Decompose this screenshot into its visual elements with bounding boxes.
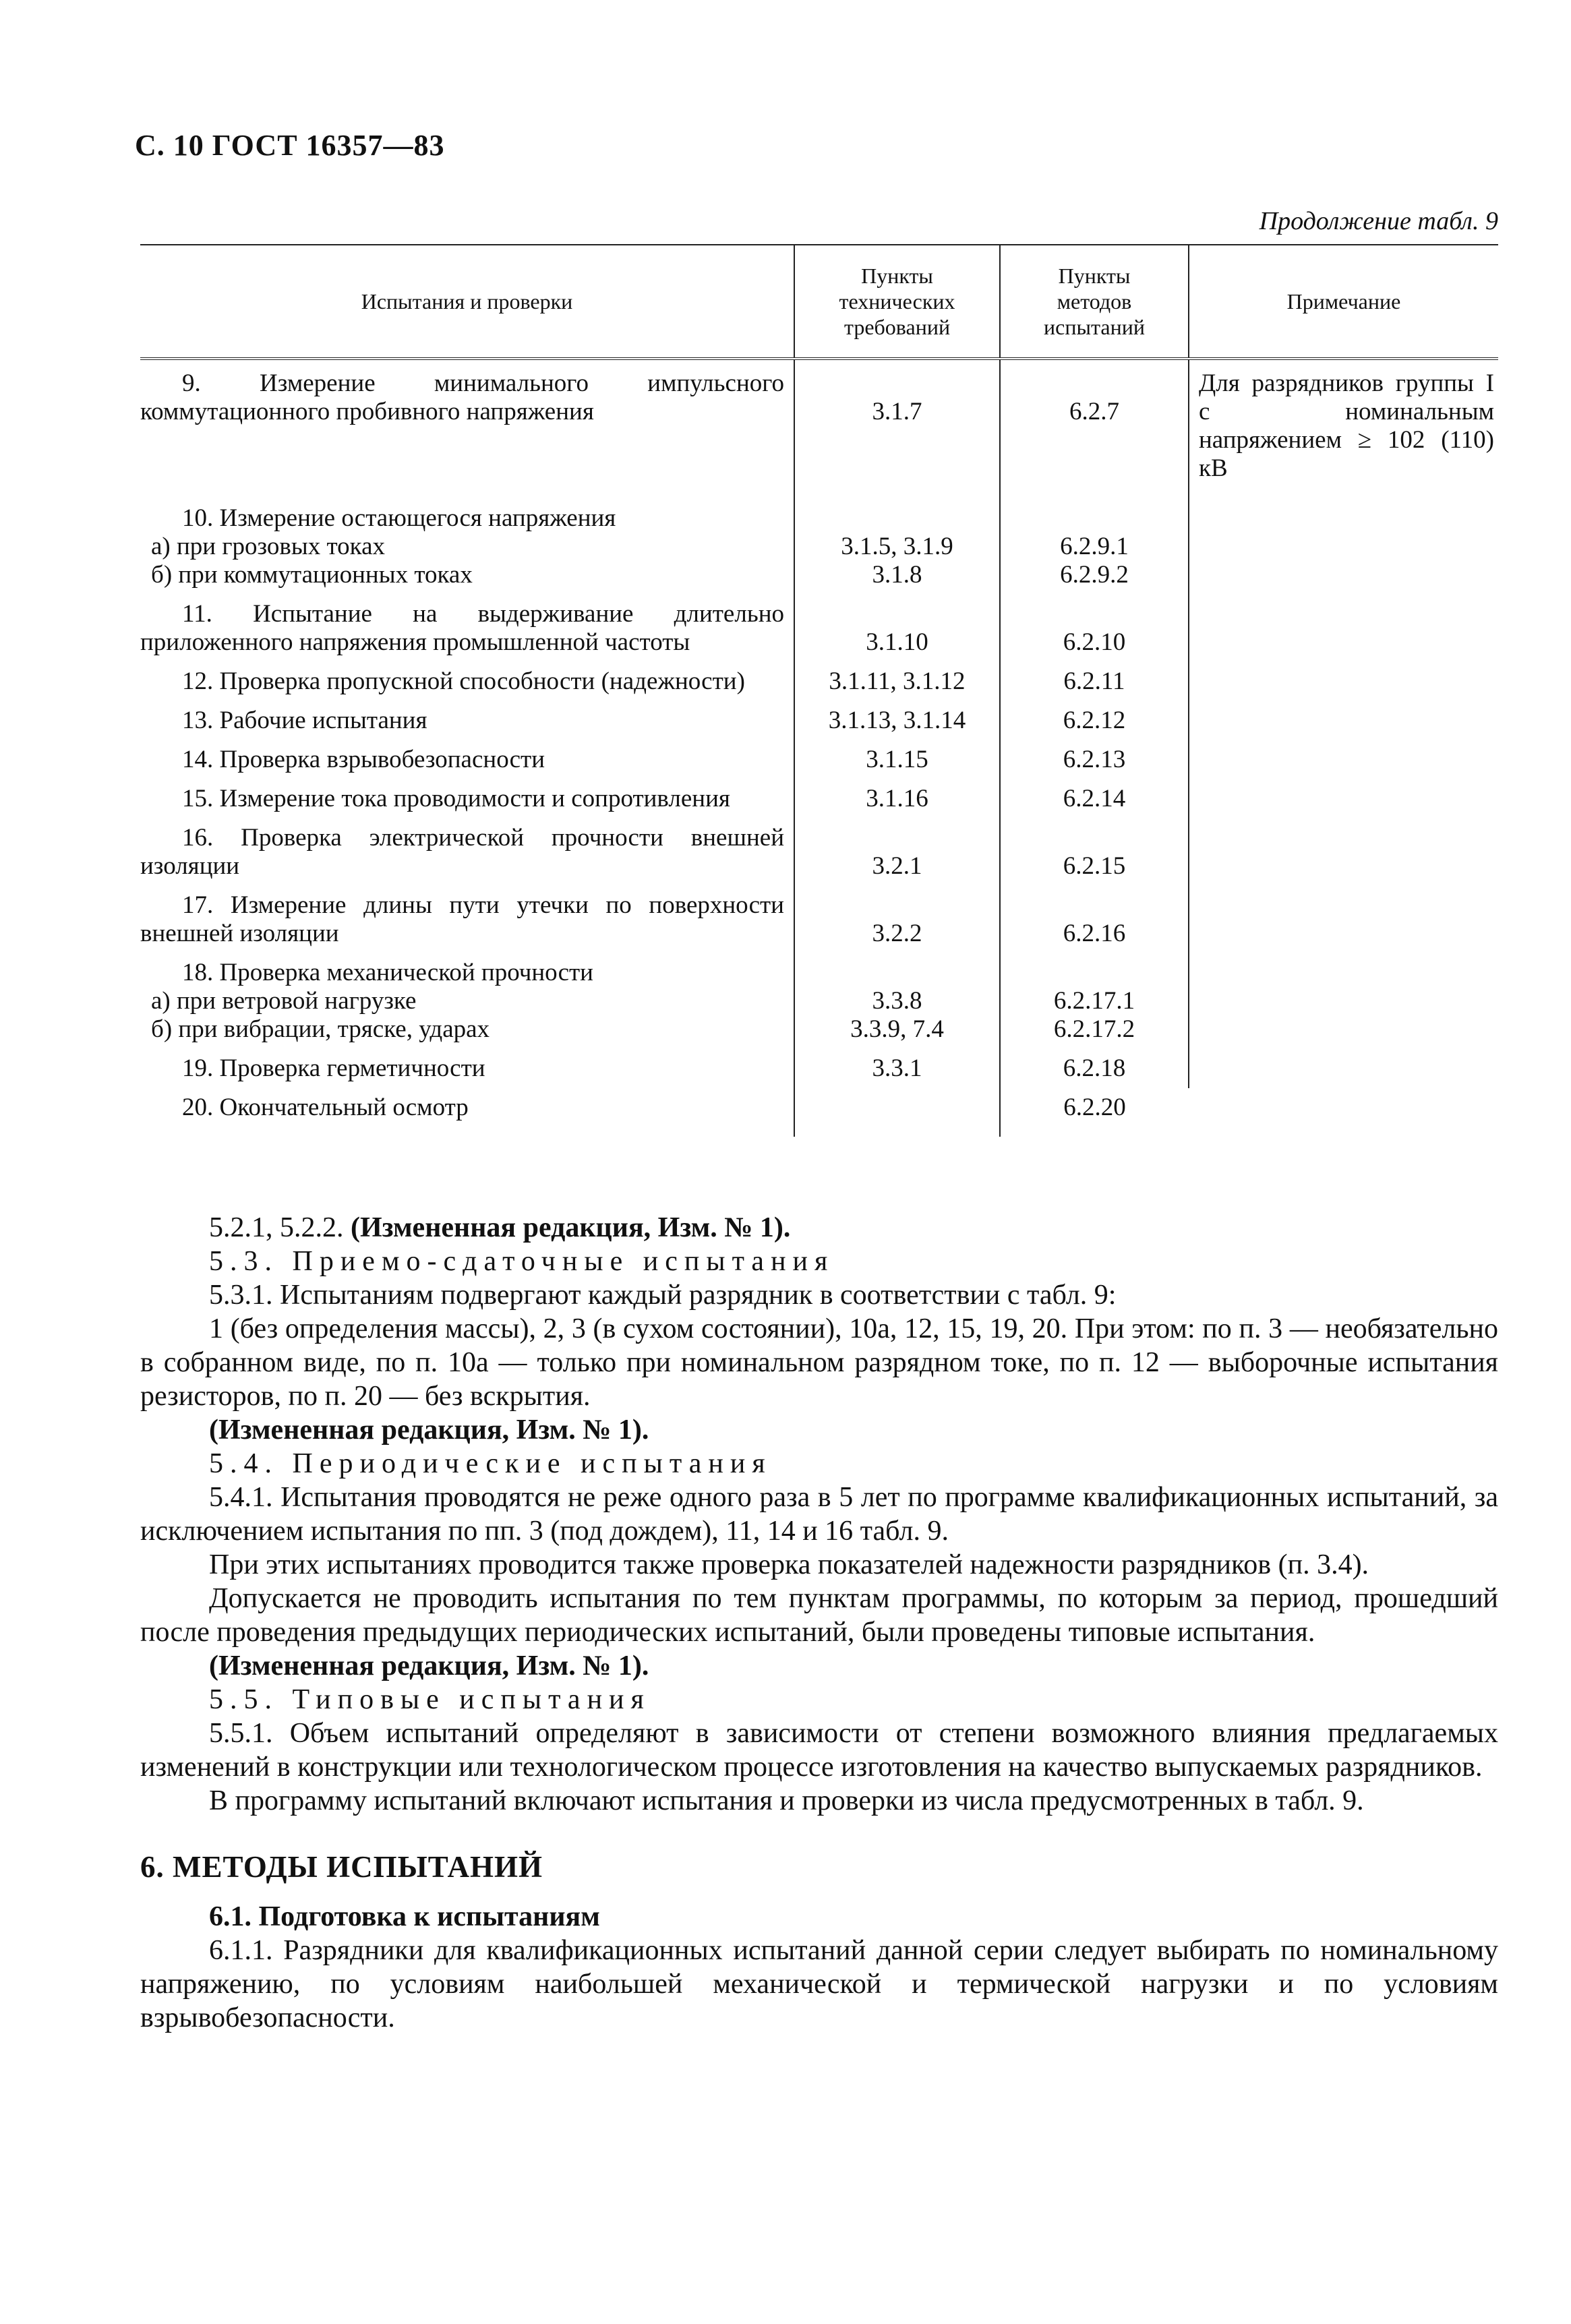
row-sub-b-method: 6.2.9.2	[1060, 561, 1129, 589]
row-sub-b-tech: 3.1.8	[872, 561, 922, 589]
row-tech: 3.2.1	[794, 818, 1000, 886]
paragraph-5-5-1: 5.5.1. Объем испытаний определяют в зависимости от степени возможного влияния предлагаемых изменений в конструкции или технологическом процессе изготовления на качество выпускаемых разрядников.	[140, 1718, 1498, 1783]
row-sub-a-method: 6.2.9.1	[1060, 533, 1129, 560]
row-sub-a-tech: 3.3.8	[872, 987, 922, 1015]
tests-table	[140, 244, 1498, 1137]
row-tech: 3.1.15	[794, 740, 1000, 779]
row-name: 10. Измерение остающегося напряжения	[182, 504, 616, 532]
row-name: 13. Рабочие испытания	[182, 707, 427, 734]
row-tech: 3.1.10	[794, 595, 1000, 662]
row-tech: 3.1.7	[794, 359, 1000, 431]
subsection-5-4-title: 5.4. Периодические испытания	[209, 1448, 772, 1479]
row-sub-b: б) при коммутационных токах	[151, 561, 473, 589]
table-row	[140, 359, 1498, 431]
row-sub-a: а) при грозовых токах	[151, 533, 386, 560]
paragraph-allowance: Допускается не проводить испытания по тем пунктам программы, по которым за период, прошедший после проведения предыдущих периодических испытаний, были проведены типовые испытания.	[140, 1583, 1498, 1648]
row-name: 18. Проверка механической прочности	[182, 959, 593, 986]
subsection-5-3-title: 5.3. Приемо-сдаточные испытания	[209, 1246, 835, 1277]
row-name: 9. Измерение минимального импульсного коммутационного пробивного напряжения	[140, 369, 784, 425]
row-method: 6.2.18	[1000, 1049, 1189, 1088]
paragraph-6-1-1: 6.1.1. Разрядники для квалификационных испытаний данной серии следует выбирать по номинальному напряжению, по условиям наибольшей механической и термической нагрузки и по условиям взрывобезопасности.	[140, 1935, 1498, 2033]
row-method: 6.2.11	[1000, 662, 1189, 701]
row-tech	[794, 1088, 1000, 1137]
paragraph-5-3-1-list: 1 (без определения массы), 2, 3 (в сухом состоянии), 10а, 12, 15, 19, 20. При этом: по п. 3 — необязательно в собранном виде, по п. 10а — только при номинальном разрядном токе, по п. 12 — выборочные испытания резисторов, по п. 20 — без вскрытия.	[140, 1313, 1498, 1412]
row-name: 16. Проверка электрической прочности внешней изоляции	[140, 824, 784, 880]
paragraph-5-2-amend: 5.2.1, 5.2.2. (Измененная редакция, Изм. № 1).	[209, 1212, 791, 1243]
row-sub-b: б) при вибрации, тряске, ударах	[151, 1015, 490, 1043]
table-header-row	[140, 245, 1498, 359]
running-header: С. 10 ГОСТ 16357—83	[135, 129, 445, 162]
paragraph-5-4-1: 5.4.1. Испытания проводятся не реже одного раза в 5 лет по программе квалификационных испытаний, за исключением испытания по пп. 3 (под дождем), 11, 14 и 16 табл. 9.	[140, 1482, 1498, 1547]
section-6-title: 6. МЕТОДЫ ИСПЫТАНИЙ	[140, 1850, 543, 1884]
row-method: 6.2.15	[1000, 818, 1189, 886]
header-tech-requirements: Пункты технических требований	[794, 245, 1000, 359]
row-sub-b-tech: 3.3.9, 7.4	[850, 1015, 944, 1043]
amendment-note: (Измененная редакция, Изм. № 1).	[209, 1650, 649, 1681]
paragraph-reliability: При этих испытаниях проводится также проверка показателей надежности разрядников (п. 3.4).	[209, 1549, 1369, 1580]
header-tests: Испытания и проверки	[140, 245, 794, 359]
header-test-methods: Пункты методов испытаний	[1000, 245, 1189, 359]
row-tech: 3.2.2	[794, 886, 1000, 953]
row-sub-a-tech: 3.1.5, 3.1.9	[841, 533, 953, 560]
row-method: 6.2.10	[1000, 595, 1189, 662]
row-sub-b-method: 6.2.17.2	[1053, 1015, 1135, 1043]
row-sub-a: а) при ветровой нагрузке	[151, 987, 417, 1015]
row-method: 6.2.14	[1000, 779, 1189, 818]
subsection-5-5-title: 5.5. Типовые испытания	[209, 1684, 651, 1715]
row-method: 6.2.13	[1000, 740, 1189, 779]
table-continuation-label: Продолжение табл. 9	[1259, 207, 1498, 235]
body-text	[140, 1211, 1498, 2035]
subsection-6-1-title: 6.1. Подготовка к испытаниям	[209, 1901, 600, 1932]
amendment-note: (Измененная редакция, Изм. № 1).	[209, 1414, 649, 1446]
row-note: Для разрядников группы I с номинальным напряжением ≥ 102 (110) кВ	[1189, 359, 1498, 1088]
row-tech: 3.1.11, 3.1.12	[794, 662, 1000, 701]
header-note: Примечание	[1189, 245, 1498, 359]
paragraph-5-3-1: 5.3.1. Испытаниям подвергают каждый разрядник в соответствии с табл. 9:	[209, 1280, 1117, 1311]
row-tech: 3.1.13, 3.1.14	[794, 701, 1000, 740]
row-name: 17. Измерение длины пути утечки по поверхности внешней изоляции	[140, 891, 784, 947]
row-tech: 3.3.1	[794, 1049, 1000, 1088]
row-method: 6.2.16	[1000, 886, 1189, 953]
row-name: 20. Окончательный осмотр	[182, 1094, 469, 1121]
row-method: 6.2.20	[1000, 1088, 1189, 1137]
row-name: 19. Проверка герметичности	[182, 1054, 485, 1082]
row-method: 6.2.7	[1000, 359, 1189, 431]
paragraph-program: В программу испытаний включают испытания и проверки из числа предусмотренных в табл. 9.	[209, 1785, 1364, 1816]
row-tech: 3.1.16	[794, 779, 1000, 818]
row-name: 11. Испытание на выдерживание длительно приложенного напряжения промышленной частоты	[140, 600, 784, 656]
row-name: 14. Проверка взрывобезопасности	[182, 746, 545, 773]
row-name: 12. Проверка пропускной способности (надежности)	[182, 667, 745, 695]
table-row	[140, 1088, 1498, 1137]
row-method: 6.2.12	[1000, 701, 1189, 740]
row-sub-a-method: 6.2.17.1	[1053, 987, 1135, 1015]
row-name: 15. Измерение тока проводимости и сопротивления	[182, 785, 730, 812]
